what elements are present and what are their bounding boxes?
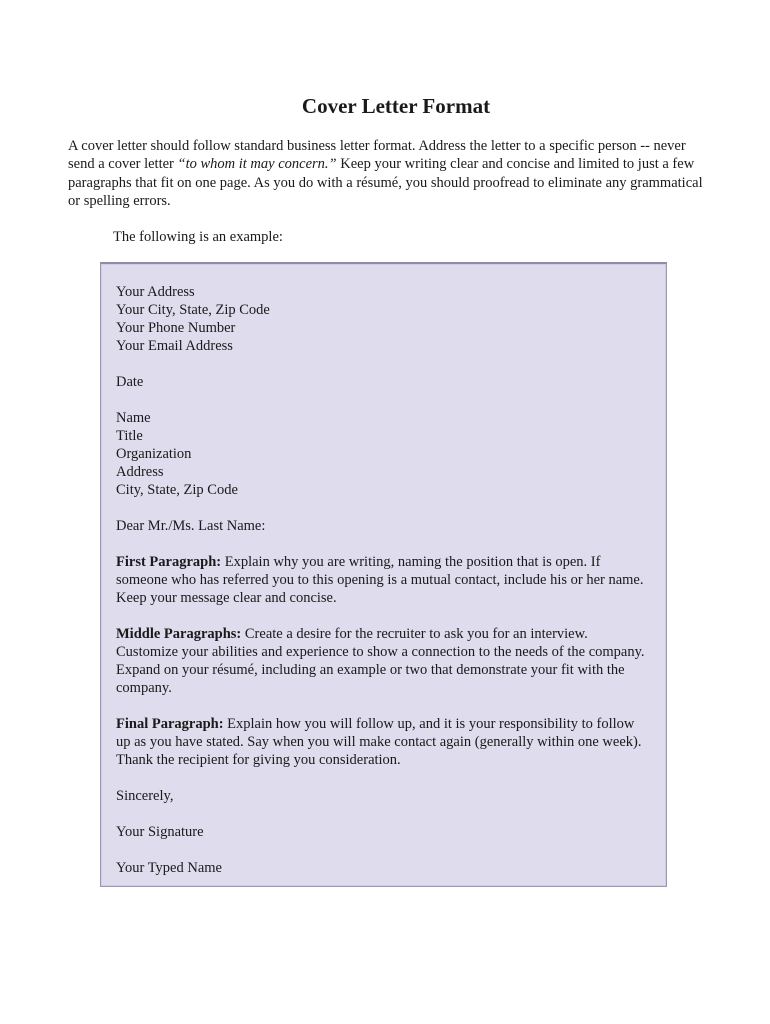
middle-paragraphs-label: Middle Paragraphs: <box>116 626 242 642</box>
recipient-name: Name <box>116 410 151 426</box>
sender-city-state-zip: Your City, State, Zip Code <box>116 302 270 318</box>
sender-phone: Your Phone Number <box>116 320 236 336</box>
intro-quote: “to whom it may concern.” <box>177 156 337 173</box>
first-paragraph-text: Explain why you are writing, naming the position that is open. If someone who has referred you to this opening is a mutual contact, include his or her name. Keep your message clear and concise. <box>116 554 644 606</box>
signature: Your Signature <box>116 824 204 840</box>
first-paragraph <box>116 553 651 607</box>
example-label: The following is an example: <box>113 229 283 245</box>
sender-address: Your Address <box>116 284 195 300</box>
recipient-title: Title <box>116 428 143 444</box>
intro-text-start: A cover letter should follow standard business letter format. Address the letter to a specific person -- never send a cover letter <box>68 138 686 173</box>
recipient-organization: Organization <box>116 446 192 462</box>
sender-block <box>116 283 651 355</box>
first-paragraph-label: First Paragraph: <box>116 554 222 570</box>
example-letter <box>116 283 651 877</box>
middle-paragraphs-text: Create a desire for the recruiter to ask you for an interview. Customize your abilities and experience to show a connection to the needs of the company. Expand on your résumé, including an example or two that demonstrate your fit with the company. <box>116 626 645 696</box>
final-paragraph-text: Explain how you will follow up, and it is your responsibility to follow up as you have stated. Say when you will make contact again (generally within one week). Thank the recipient for giving you consideration. <box>116 716 642 768</box>
intro-text-end: Keep your writing clear and concise and limited to just a few paragraphs that fit on one page. As you do with a résumé, you should proofread to eliminate any grammatical or spelling errors. <box>68 156 703 209</box>
recipient-address: Address <box>116 464 164 480</box>
recipient-block <box>116 409 651 499</box>
recipient-city-state-zip: City, State, Zip Code <box>116 482 238 498</box>
page-title: Cover Letter Format <box>301 94 491 118</box>
example-letter-box <box>100 262 667 887</box>
sender-email: Your Email Address <box>116 338 233 354</box>
typed-name: Your Typed Name <box>116 860 222 876</box>
closing: Sincerely, <box>116 788 174 804</box>
final-paragraph <box>116 715 651 769</box>
letter-date: Date <box>116 374 144 390</box>
salutation: Dear Mr./Ms. Last Name: <box>116 518 266 534</box>
final-paragraph-label: Final Paragraph: <box>116 716 224 732</box>
intro-paragraph <box>68 137 708 210</box>
middle-paragraphs <box>116 625 651 697</box>
